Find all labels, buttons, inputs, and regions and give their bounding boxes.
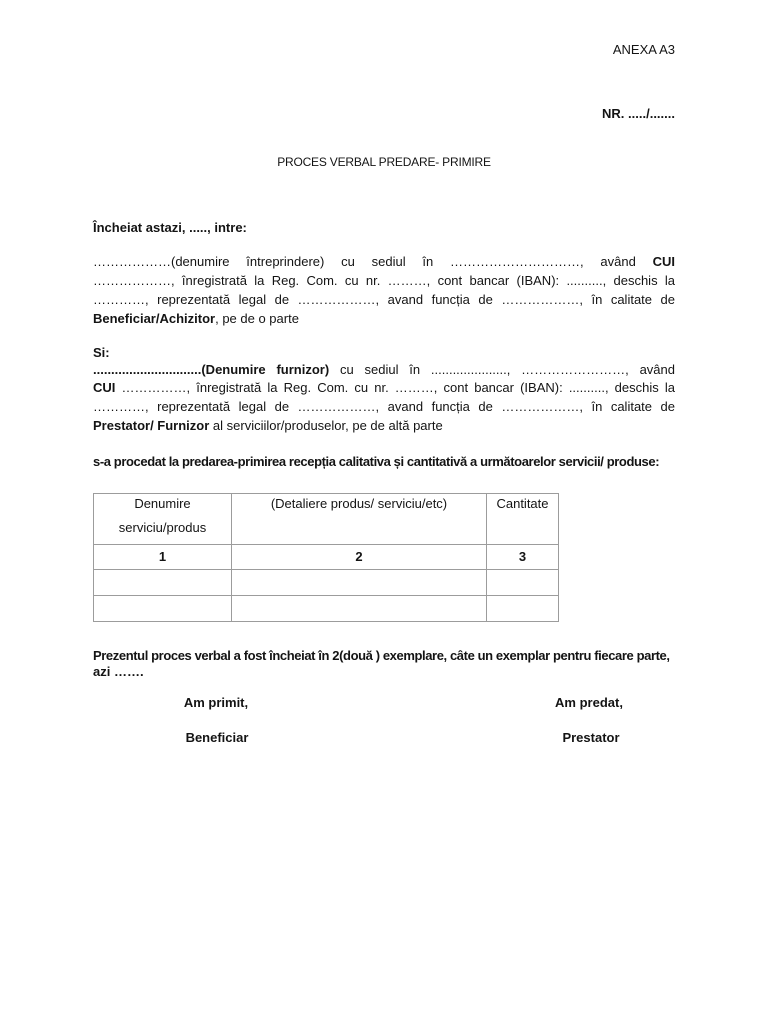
header-cell-details [232,494,487,545]
conjunction-label: Si: [93,345,110,360]
closing-line-1: Prezentul proces verbal a fost încheiat în 2(două ) exemplare, câte un exemplar pentru fiecare parte, [93,648,670,663]
beneficiary-line-1 [93,253,675,271]
opening-line: Încheiat astazi, ....., intre: [93,220,247,235]
provider-line-1 [93,361,675,379]
beneficiary-cui-label: CUI [652,254,675,269]
provider-line-2 [93,379,675,397]
items-table [93,493,559,622]
annex-label: ANEXA A3 [612,42,675,57]
header-quantity-text: Cantitate [496,496,549,511]
table-row [94,570,559,596]
signature-received-label: Am primit, [183,695,249,710]
beneficiary-role: Beneficiar/Achizitor [93,311,216,326]
header-cell-name [94,494,232,545]
provider-name-placeholder: ..............................(Denumire furnizor) [93,362,330,377]
provider-line-2-text: ……………, înregistrată la Reg. Com. cu nr. ………, cont bancar (IBAN): .........., deschis la [115,380,675,395]
header-name-line-2: serviciu/produs [118,520,207,535]
signature-beneficiary-role: Beneficiar [185,730,249,745]
signature-provider-role: Prestator [562,730,620,745]
document-title: PROCES VERBAL PREDARE- PRIMIRE [277,155,491,169]
beneficiary-line-1-text: ………………(denumire întreprindere) cu sediul în …………………………, având [93,254,653,269]
closing-line-2: azi ……. [93,664,144,679]
table-intro: s-a procedat la predarea-primirea recepția calitativa și cantitativă a următoarelor servicii/ produse: [93,454,660,469]
table-cell [94,570,232,596]
table-header-row [94,494,559,545]
beneficiary-line-3: …………, reprezentată legal de ………………, avand funcția de ………………, în calitate de [93,292,675,307]
table-cell [94,596,232,622]
provider-role: Prestator/ Furnizor [93,418,210,433]
index-cell-3: 3 [487,545,559,570]
beneficiary-line-4-text: , pe de o parte [215,311,299,326]
provider-line-4 [93,417,443,435]
document-number: NR. ...../....... [602,106,675,121]
table-index-row [94,545,559,570]
provider-line-1-text: cu sediul în ....................., ……………………, având [329,362,675,377]
beneficiary-line-4 [93,310,299,328]
header-name-line-1: Denumire [134,496,191,511]
index-cell-1: 1 [94,545,232,570]
beneficiary-line-2: ………………, înregistrată la Reg. Com. cu nr. ………, cont bancar (IBAN): .........., deschis la [93,273,675,288]
table-cell [487,596,559,622]
header-cell-quantity [487,494,559,545]
index-cell-2: 2 [232,545,487,570]
provider-line-3: …………, reprezentată legal de ………………, avand funcția de ………………, în calitate de [93,399,675,414]
table-cell [232,596,487,622]
header-details-text: (Detaliere produs/ serviciu/etc) [270,496,448,511]
table-cell [232,570,487,596]
provider-cui-label: CUI [93,380,116,395]
table-cell [487,570,559,596]
table-row [94,596,559,622]
provider-line-4-text: al serviciilor/produselor, pe de altă parte [209,418,443,433]
signature-delivered-label: Am predat, [555,695,623,710]
